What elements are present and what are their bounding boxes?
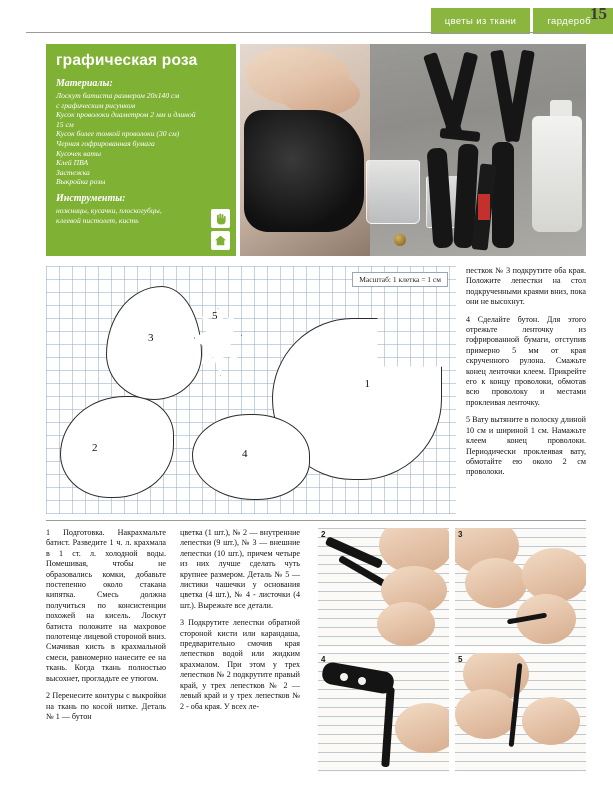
header-tab-flowers: цветы из ткани xyxy=(431,8,531,34)
piece-number-4: 4 xyxy=(242,448,248,460)
list-item: Кусочек ваты xyxy=(56,148,101,158)
pattern-piece-4 xyxy=(192,414,310,500)
list-item: Черная гофрированная бумага xyxy=(56,138,155,148)
page-footer xyxy=(0,786,613,800)
paragraph: 3 Подкрутите лепестки обратной стороной кисти или карандаша, предварительно смочив края лепестков водой или жидким крахмалом. При этом у трех лепестков № 2 подкрутите правый край, у трех лепестков № 2 — левый край и у трех лепестков № 2 - оба края. У всех ле- xyxy=(180,618,300,711)
paragraph: 1 Подготовка. Накрахмальте батист. Разведите 1 ч. л. крахмала в 1 ст. л. холодной воды. Помешивая, чтобы не образовались комки, добавьте постепенно около стакана кипятка. Смесь должна получиться по консистенции похожей на кисель. Лоскут батиста положите на махровое полотенце лицевой стороной вниз. Смачивая кисть в крахмальной смеси, равномерно нанесите ее на ткань. Когда ткань полностью высохнет, прогладьте ее утюгом. xyxy=(46,528,166,683)
piece-number-2: 2 xyxy=(92,442,98,454)
header-divider xyxy=(26,32,586,33)
list-item: Кусок более тонкой проволоки (30 см) xyxy=(56,129,180,139)
page-header xyxy=(0,0,613,34)
paragraph: 4 Сделайте бутон. Для этого отрежьте ленточку из гофрированной бумаги, отступив примерно 5 мм от края скрученного рулона. Смажьте конец ленточки клеем. Прикрейте его к концу проволоки, обмотав всю проволоку и местами проклеивая ленточку. xyxy=(466,314,586,407)
list-item: ножницы, кусачки, плоскогубцы, xyxy=(56,205,162,215)
article-title: графическая роза xyxy=(56,52,198,69)
step-photo-label: 2 xyxy=(321,530,326,539)
pattern-piece-3 xyxy=(106,286,202,400)
pattern-piece-2 xyxy=(60,396,174,498)
step-photo-5 xyxy=(455,653,586,772)
materials-panel xyxy=(46,44,236,256)
list-item: Выкройка розы xyxy=(56,177,106,187)
badge-group xyxy=(211,209,230,250)
list-item: с графическим рисунком xyxy=(56,100,136,110)
tools-heading: Инструменты: xyxy=(56,192,126,204)
materials-list xyxy=(56,91,226,187)
step-photo-2 xyxy=(318,528,449,647)
section-divider xyxy=(46,520,586,521)
step-photo-grid xyxy=(318,528,586,776)
step-photo-label: 4 xyxy=(321,655,326,664)
paragraph: 5 Вату вытяните в полоску длиной 10 см и шириной 1 см. Намажьте клеем конец проволоки. Периодически проклеивая вату, обмотайте ею около 2 см проволоки. xyxy=(466,415,586,477)
step-photo-4 xyxy=(318,653,449,772)
piece-number-1: 1 xyxy=(364,378,370,390)
paragraph: 2 Перенесите контуры с выкройки на ткань по косой нитке. Деталь № 1 — бутон xyxy=(46,691,166,721)
tools-list xyxy=(56,206,226,225)
materials-heading: Материалы: xyxy=(56,78,113,89)
list-item: 15 см xyxy=(56,119,74,129)
step-photo-label: 3 xyxy=(458,530,463,539)
list-item: Клей ПВА xyxy=(56,158,89,168)
bottom-text-column-2 xyxy=(180,528,300,719)
right-text-column xyxy=(466,266,586,514)
page-number: 15 xyxy=(590,4,607,23)
step-photo-3 xyxy=(455,528,586,647)
header-tab-wardrobe: гардероб xyxy=(533,8,613,34)
scale-label: Масштаб: 1 клетка = 1 см xyxy=(352,272,448,287)
step-photo-label: 5 xyxy=(458,655,463,664)
list-item: Кусок проволоки диаметром 2 мм и длиной xyxy=(56,110,196,120)
house-icon xyxy=(211,231,230,250)
hand-icon xyxy=(211,209,230,228)
list-item: Застежка xyxy=(56,167,90,177)
pattern-piece-5 xyxy=(194,308,242,376)
piece-number-5: 5 xyxy=(212,310,218,322)
paragraph: цветка (1 шт.), № 2 — внутренние лепестки (9 шт.), № 3 — внешние лепестки (10 шт.), причем четыре из них лучше сделать чуть крупнее размером. Деталь № 5 — листики чашечки у основания цветка (4 шт.), № 4 - листочки (4 шт.). Вырежьте все детали. xyxy=(180,528,300,610)
bottom-text-column-1 xyxy=(46,528,166,729)
header-tabs xyxy=(431,8,613,34)
piece-number-3: 3 xyxy=(148,332,154,344)
paragraph: песткок № 3 подкрутите оба края. Положите лепестки на стол подкрученными краями вниз, пока они не высохнут. xyxy=(466,266,586,307)
pattern-scheme xyxy=(46,266,456,514)
tools-photo xyxy=(240,44,586,256)
list-item: клеевой пистолет, кисть xyxy=(56,215,139,225)
list-item: Лоскут батиста размером 20х140 см xyxy=(56,91,180,100)
